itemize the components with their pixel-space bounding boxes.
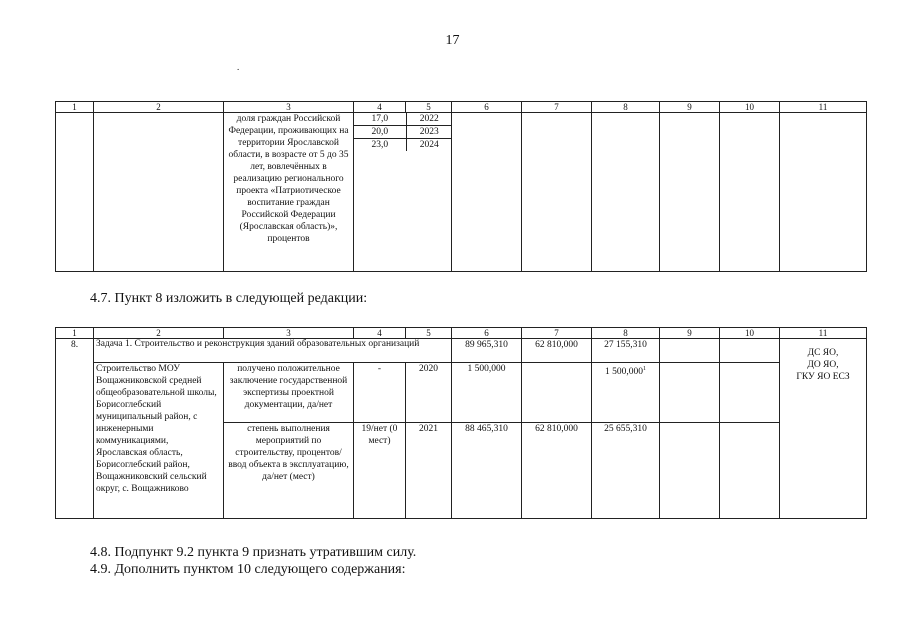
table1-header-row	[56, 102, 867, 113]
indicator-value: 19/нет (0 мест)	[354, 423, 406, 519]
header-cell: 5	[406, 328, 452, 339]
header-cell: 2	[94, 328, 224, 339]
header-cell: 5	[406, 102, 452, 113]
regional-amount	[592, 363, 660, 423]
empty-cell	[720, 363, 780, 423]
header-cell: 8	[592, 328, 660, 339]
header-cell: 4	[354, 328, 406, 339]
paragraph-4-9: 4.9. Дополнить пунктом 10 следующего содержания:	[90, 562, 406, 577]
year-cell: 2020	[406, 363, 452, 423]
year-cell: 2024	[406, 139, 452, 152]
paragraph-4-7: 4.7. Пункт 8 изложить в следующей редакции:	[90, 291, 368, 306]
empty-cell	[660, 423, 720, 519]
header-cell: 4	[354, 102, 406, 113]
footnote-mark: 1	[643, 366, 646, 372]
sub-row-2020	[56, 363, 867, 423]
header-cell: 2	[94, 102, 224, 113]
table-continuation	[55, 101, 867, 272]
value-cell: 23,0	[354, 139, 406, 152]
executor-line: ГКУ ЯО ЕСЗ	[796, 372, 850, 382]
header-cell: 9	[660, 328, 720, 339]
federal-amount	[522, 363, 592, 423]
table1-body-row	[56, 113, 867, 272]
header-cell: 10	[720, 102, 780, 113]
empty-cell	[660, 363, 720, 423]
year-cell: 2021	[406, 423, 452, 519]
executor-line: ДС ЯО,	[807, 348, 839, 358]
value-cell: 20,0	[354, 126, 406, 139]
indicator-text: доля граждан Российской Федерации, проживающих на территории Ярославской области, в возрасте от 5 до 35 лет, вовлечённых в реализацию регионального проекта «Патриотическое воспитание граждан Российской Федерации (Ярославская область)», процентов	[224, 113, 354, 272]
empty-cell	[592, 113, 660, 272]
header-cell: 6	[452, 328, 522, 339]
header-cell: 7	[522, 102, 592, 113]
executors	[780, 339, 867, 519]
header-cell: 11	[780, 328, 867, 339]
empty-cell	[522, 113, 592, 272]
indicator-text: получено положительное заключение государственной экспертизы проектной документации, да/нет	[224, 363, 354, 423]
header-cell: 3	[224, 102, 354, 113]
empty-cell	[720, 423, 780, 519]
value-year-grid	[354, 113, 452, 151]
table2-header-row	[56, 328, 867, 339]
executor-line: ДО ЯО,	[807, 360, 839, 370]
header-cell: 7	[522, 328, 592, 339]
empty-cell	[94, 113, 224, 272]
regional-amount: 25 655,310	[592, 423, 660, 519]
empty-cell	[660, 339, 720, 363]
total-amount: 88 465,310	[452, 423, 522, 519]
year-cell: 2022	[406, 113, 452, 126]
empty-cell	[780, 113, 867, 272]
header-cell: 10	[720, 328, 780, 339]
indicator-text: степень выполнения мероприятий по строительству, процентов/ ввод объекта в эксплуатацию, да/нет (мест)	[224, 423, 354, 519]
indicator-value: -	[354, 363, 406, 423]
empty-cell	[56, 113, 94, 272]
value-cell: 17,0	[354, 113, 406, 126]
empty-cell	[720, 113, 780, 272]
regional-amount-value: 1 500,000	[605, 367, 643, 378]
header-cell: 1	[56, 102, 94, 113]
year-cell: 2023	[406, 126, 452, 139]
task-regional: 27 155,310	[592, 339, 660, 363]
federal-amount: 62 810,000	[522, 423, 592, 519]
stray-dot: .	[237, 62, 240, 72]
total-amount: 1 500,000	[452, 363, 522, 423]
page-number: 17	[445, 33, 460, 48]
task-title: Задача 1. Строительство и реконструкция зданий образовательных организаций	[94, 339, 452, 363]
paragraph-4-8: 4.8. Подпункт 9.2 пункта 9 признать утратившим силу.	[90, 545, 417, 560]
header-cell: 8	[592, 102, 660, 113]
task-total: 89 965,310	[452, 339, 522, 363]
header-cell: 3	[224, 328, 354, 339]
header-cell: 1	[56, 328, 94, 339]
task-federal: 62 810,000	[522, 339, 592, 363]
empty-cell	[720, 339, 780, 363]
task-row	[56, 339, 867, 363]
header-cell: 9	[660, 102, 720, 113]
header-cell: 11	[780, 102, 867, 113]
row-number: 8.	[56, 339, 94, 519]
object-name: Строительство МОУ Вощажниковской средней общеобразовательной школы, Борисоглебский муниципальный район, с инженерными коммуникациями, Ярославская область, Борисоглебский район, Вощажниковский сельский округ, с. Вощажниково	[94, 363, 224, 519]
header-cell: 6	[452, 102, 522, 113]
empty-cell	[660, 113, 720, 272]
empty-cell	[452, 113, 522, 272]
table-item-8	[55, 327, 867, 519]
